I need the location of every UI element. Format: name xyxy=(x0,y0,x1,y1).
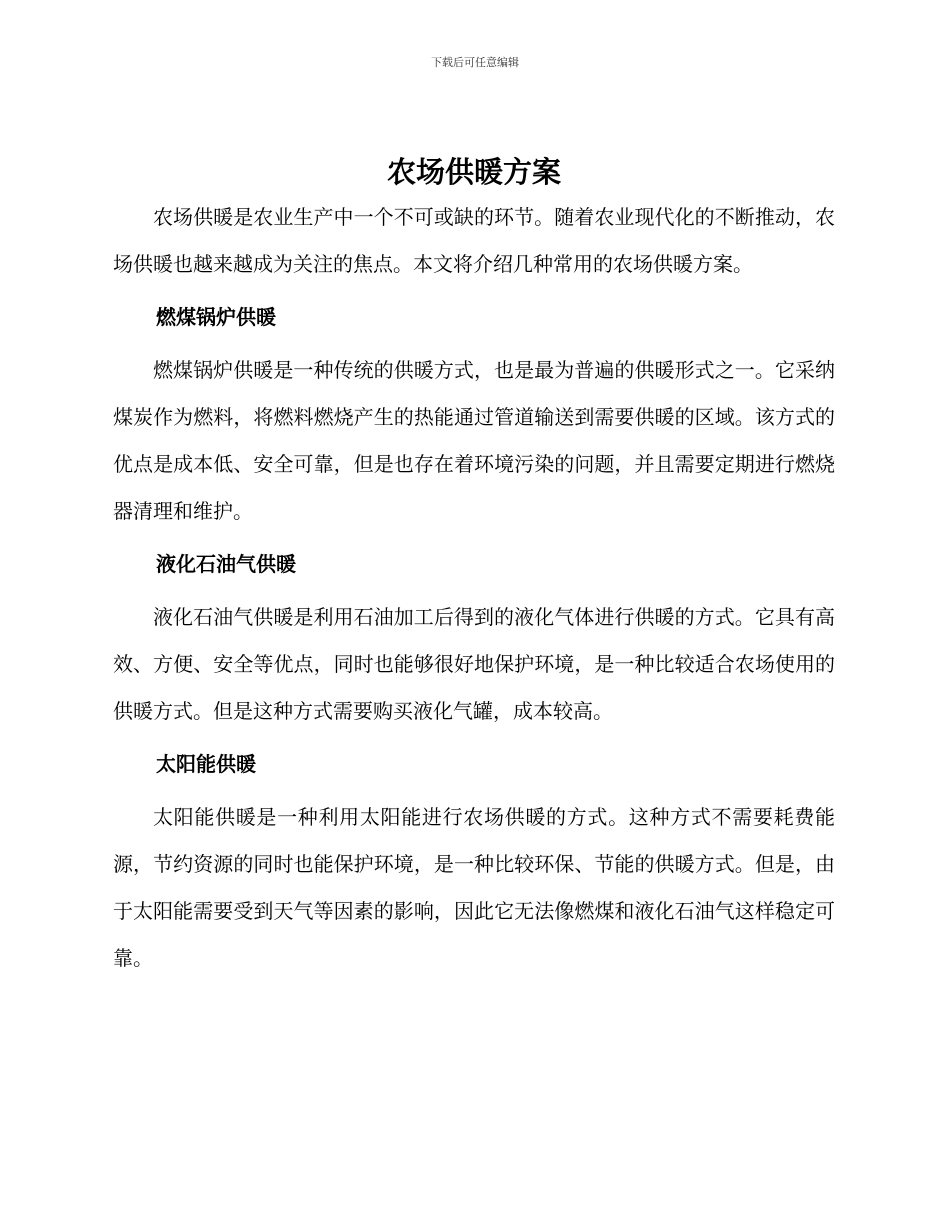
section-body-solar: 太阳能供暖是一种利用太阳能进行农场供暖的方式。这种方式不需要耗费能源，节约资源的同时也能保护环境，是一种比较环保、节能的供暖方式。但是，由于太阳能需要受到天气等因素的影响，因此它无法像燃煤和液化石油气这样稳定可靠。 xyxy=(113,805,835,970)
section-body-coal-boiler: 燃煤锅炉供暖是一种传统的供暖方式，也是最为普遍的供暖形式之一。它采纳煤炭作为燃料，将燃料燃烧产生的热能通过管道输送到需要供暖的区域。该方式的优点是成本低、安全可靠，但是也存在着环境污染的问题，并且需要定期进行燃烧器清理和维护。 xyxy=(113,358,835,523)
section-heading-coal-boiler: 燃煤锅炉供暖 xyxy=(156,305,276,329)
document-body xyxy=(113,150,835,982)
document-title: 农场供暖方案 xyxy=(386,155,561,189)
header-note: 下载后可任意编辑 xyxy=(431,56,519,69)
section-body-lpg: 液化石油气供暖是利用石油加工后得到的液化气体进行供暖的方式。它具有高效、方便、安全等优点，同时也能够很好地保护环境，是一种比较适合农场使用的供暖方式。但是这种方式需要购买液化气罐，成本较高。 xyxy=(113,605,835,723)
section-heading-solar: 太阳能供暖 xyxy=(156,752,256,776)
section-heading-lpg: 液化石油气供暖 xyxy=(156,552,296,576)
intro-paragraph: 农场供暖是农业生产中一个不可或缺的环节。随着农业现代化的不断推动，农场供暖也越来越成为关注的焦点。本文将介绍几种常用的农场供暖方案。 xyxy=(113,205,835,276)
